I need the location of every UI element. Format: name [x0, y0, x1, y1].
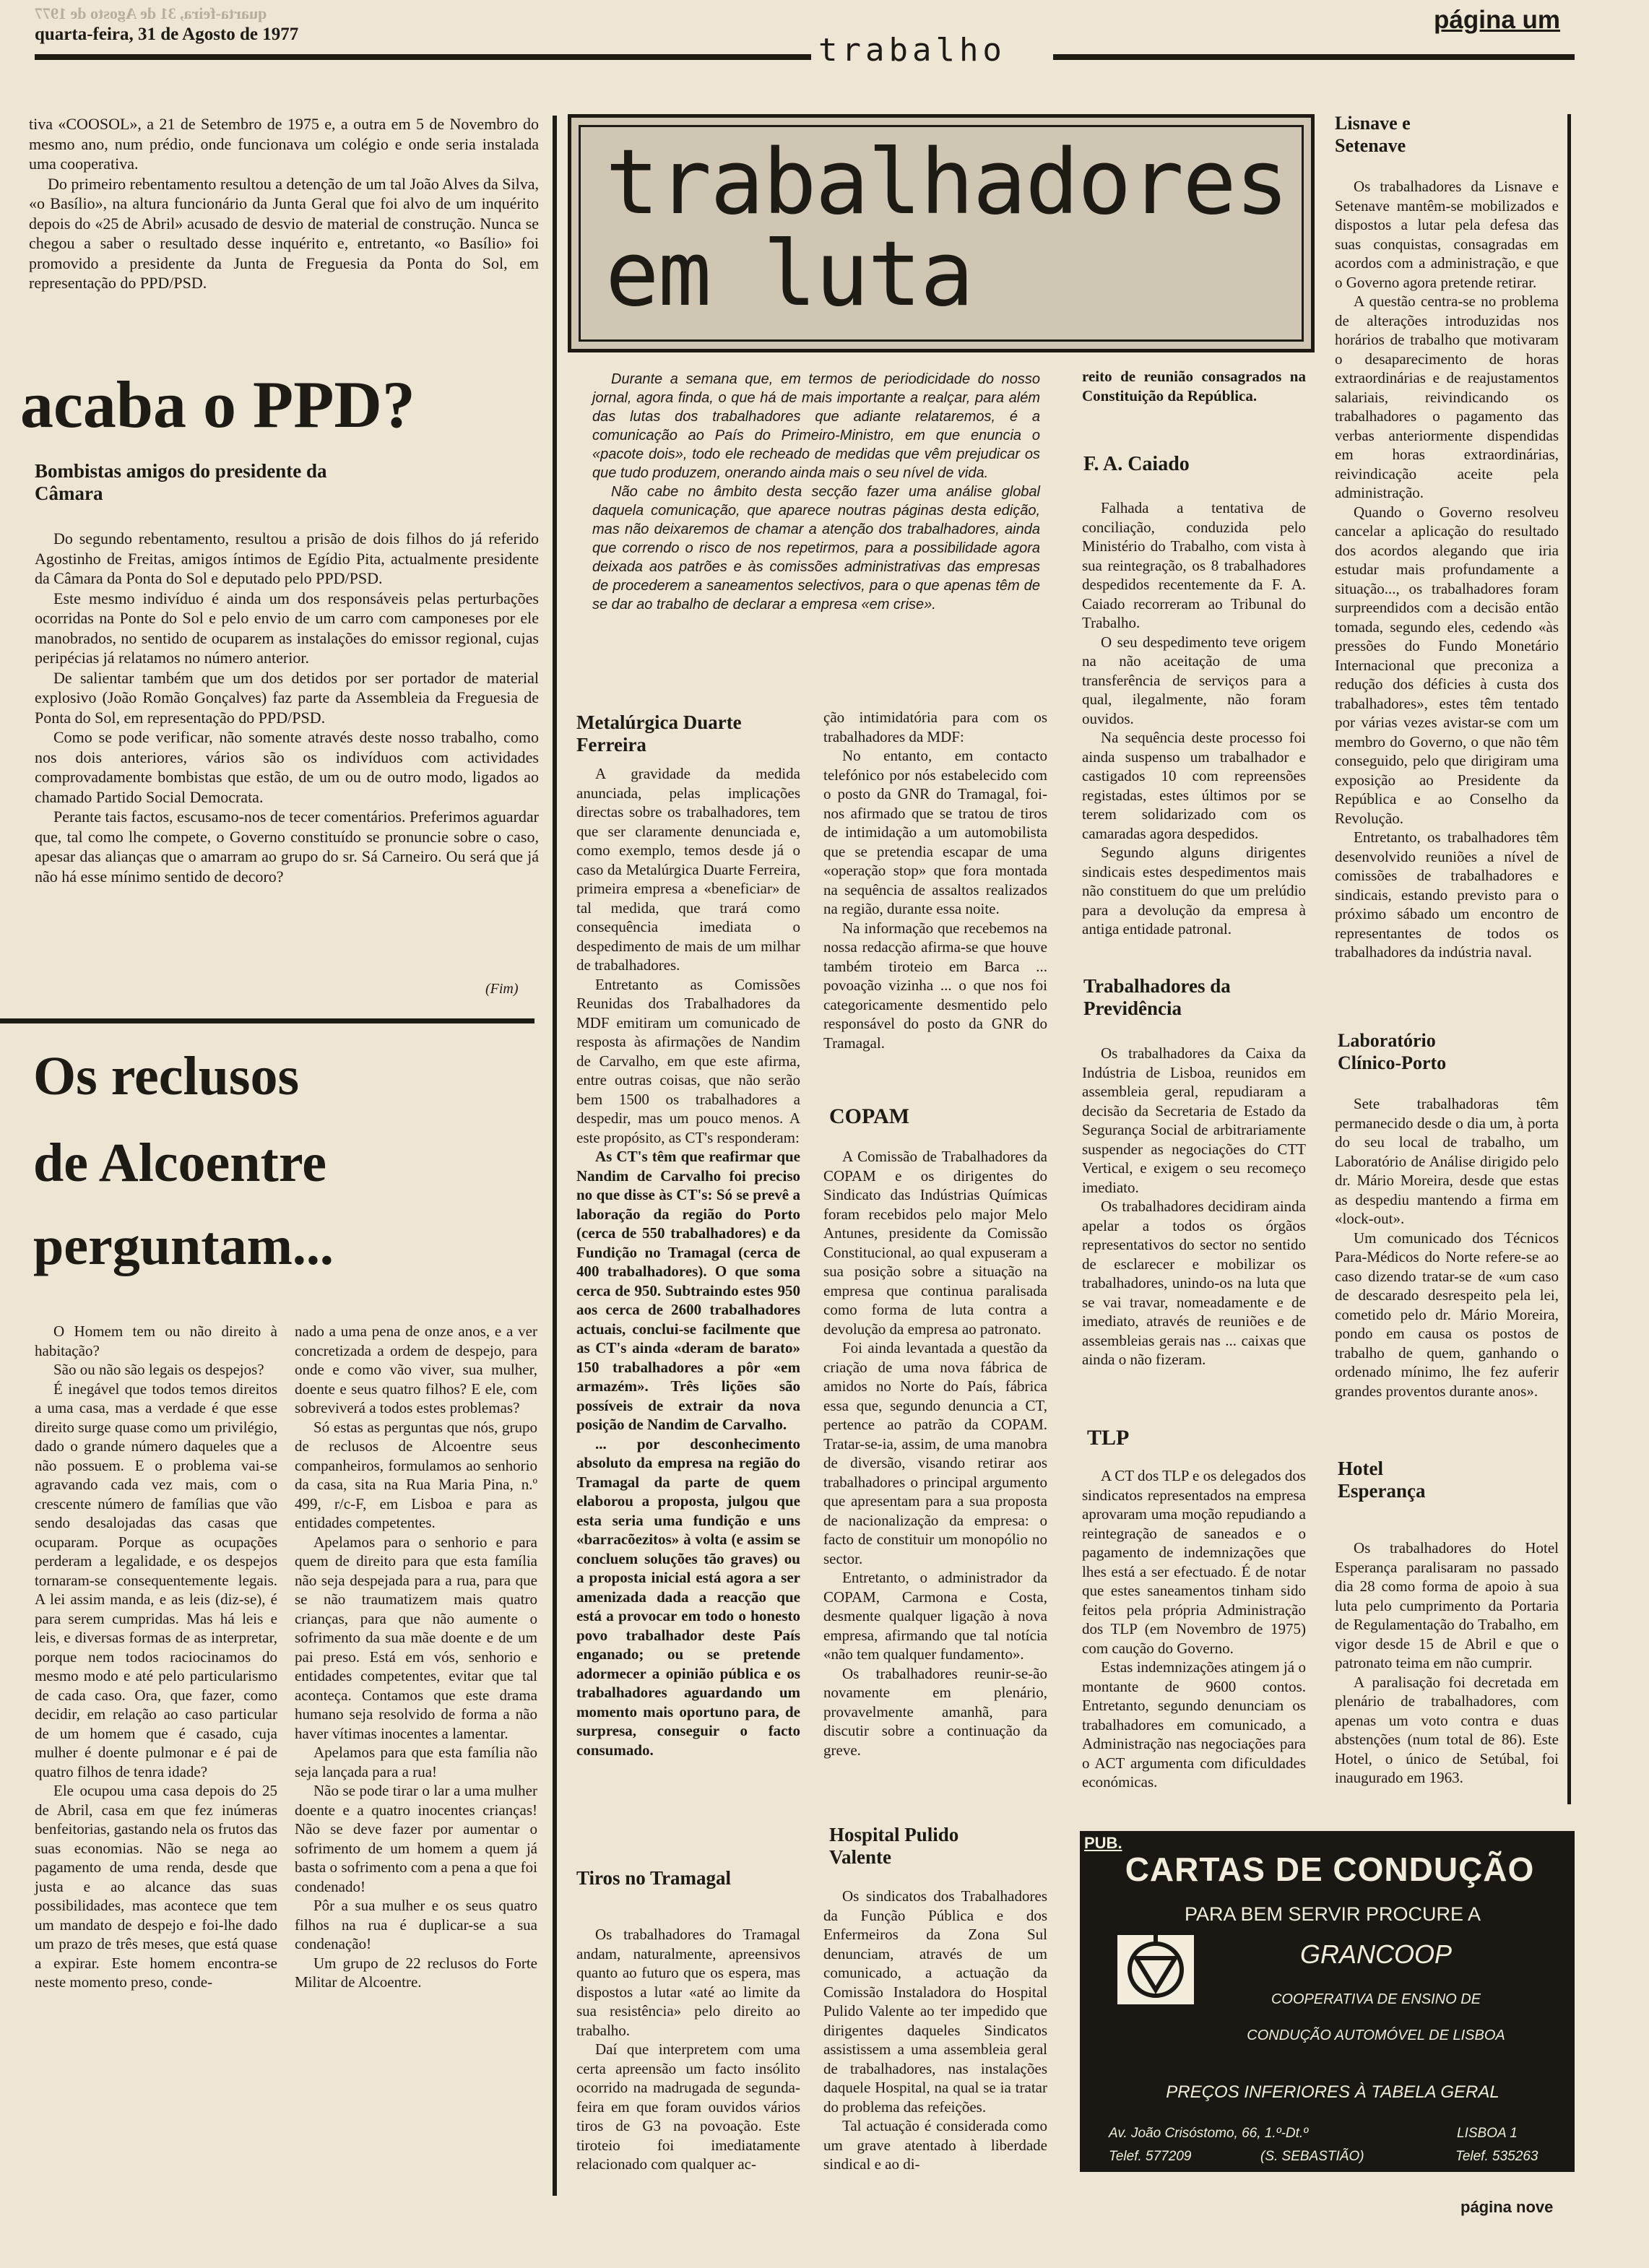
reclusos-col-2 [295, 1322, 537, 1992]
copam-article [823, 1147, 1047, 1760]
intro-para-2: Do primeiro rebentamento resultou a detenção de um tal João Alves da Silva, «o Basílio», na altura funcionário da Junta Geral que foi alvo de um inquérito depois do «25 de Abril» acusado de desvio de material de construção. Nunca se chegou a saber o resultado desse inquérito e, entretanto, «o Basílio» foi promovido a presidente da Junta de Freguesia da Ponta do Sol, em representação do PPD/PSD. [29, 174, 539, 292]
lisnave-para: Entretanto, os trabalhadores têm desenvolvido reuniões a nível de comissões de trabalhadores e sindicais, estando previsto para o próximo sábado um encontro de representantes de todos os trabalhadores da indústria naval. [1335, 828, 1559, 961]
metalurgica-quote: As CT's têm que reafirmar que Nandim de Carvalho foi preciso no que disse às CT's: Só se prevê a laboração da região do Porto (cerca de 550 trabalhadores) e da Fundição no Tramagal (cerca de 400 trabalhadores). O que soma cerca de 950. Subtraindo estes 950 aos cerca de 2600 trabalhadores actuais, conclui-se facilmente que as CT's ainda «deram de barato» 150 trabalhadores a pôr «em armazém». Três lições são possíveis de extrair da nova posição de Nandim de Carvalho. [576, 1148, 800, 1433]
previdencia-para: Os trabalhadores da Caixa da Indústria de Lisboa, reunidos em assembleia geral, repudiaram a decisão da Secretaria de Estado da Segurança Social de arbitrariamente suspender as negociações do CTT Vertical, e exigem o seu recomeço imediato. [1082, 1044, 1306, 1196]
issue-date: quarta-feira, 31 de Agosto de 1977 [35, 25, 299, 44]
intro-para: Durante a semana que, em termos de periodicidade do nosso jornal, agora finda, o que há de mais importante a realçar, para além das lutas dos trabalhadores que adiante relataremos, é a comunicação ao País do Primeiro-Ministro, em que enuncia o «pacote dois», todo ele recheado de medidas que vêm prejudicar os que tudo produzem, onerando ainda mais o seu nível de vida. [592, 371, 1040, 481]
copam-para: A Comissão de Trabalhadores da COPAM e os dirigentes do Sindicato das Indústrias Químicas foram recebidos pelo major Melo Antunes, presidente da Comissão Constitucional, ao qual expuseram a sua posição sobre a situação na empresa que continua paralisada como forma de luta contra a devolução da empresa ao patronato. [823, 1148, 1047, 1338]
caiado-para: Segundo alguns dirigentes sindicais estes despedimentos mais não constituem do que um prelúdio para a devolução da empresa à antiga entidade patronal. [1082, 844, 1306, 938]
hospital-heading: Hospital Pulido Valente [829, 1824, 959, 1868]
col3-continuation [823, 708, 1047, 1052]
masthead-title-1: trabalhadores [605, 131, 1288, 235]
copam-para: Entretanto, o administrador da COPAM, Carmona e Costa, desmente qualquer ligação à nova empresa, afirmando que tal notícia «não tem qualquer fundamento». [823, 1569, 1047, 1663]
main-column-rule [553, 116, 557, 2196]
metalurgica-article [576, 764, 800, 1760]
lisnave-heading: Lisnave e Setenave [1335, 113, 1411, 156]
reclusos-para: O Homem tem ou não direito à habitação? [35, 1323, 277, 1359]
continuation-para: Na informação que recebemos na nossa redacção afirma-se que houve também tiroteio em Barca ... povoação vizinha ... o que nos foi categoricamente desmentido pelo responsável do posto da GNR do Tramagal. [823, 919, 1047, 1052]
tiros-article [576, 1925, 800, 2174]
reclusos-para: Apelamos para o senhorio e para quem de direito para que esta família não seja despejada para a rua, para que se não traumatizem mais quatro crianças, para que não aumente o sofrimento da sua mãe doente e de um pai preso. Está em vós, senhorio e entidades competentes, evitar que tal aconteça. Contamos que este drama humano seja resolvido de forma a não haver vítimas inocentes a lamentar. [295, 1533, 537, 1742]
hotel-para: Os trabalhadores do Hotel Esperança paralisaram no passado dia 28 como forma de apoio à sua luta pelo cumprimento da Portaria de Regulamentação do Trabalho, em vigor desde 15 de Abril e que o patronato teima em não cumprir. [1335, 1539, 1559, 1671]
hotel-para: A paralisação foi decretada em plenário de trabalhadores, com apenas um voto contra e duas abstenções (num total de 86). Este Hotel, o único de Setúbal, foi inaugurado em 1963. [1335, 1673, 1559, 1786]
laboratorio-heading: Laboratório Clínico-Porto [1338, 1030, 1447, 1073]
tlp-para: A CT dos TLP e os delegados dos sindicatos representados na empresa aprovaram uma moção repudiando a reintegração de saneados e o pagamento de indemnizações que lhes está a ser efectuado. É de notar que estes saneamentos tinham sido feitos pela própria Administração dos TLP (em Novembro de 1975) com caução do Governo. [1082, 1467, 1306, 1657]
ppd-headline: acaba o PPD? [20, 368, 415, 441]
continuation-para: reito de reunião consagrados na Constituição da República. [1082, 368, 1306, 404]
reclusos-col-1 [35, 1322, 277, 1992]
left-divider [0, 1018, 534, 1023]
tlp-article [1082, 1466, 1306, 1792]
metalurgica-para: Entretanto as Comissões Reunidas dos Trabalhadores da MDF emitiram um comunicado de resposta às afirmações de Nandim de Carvalho, em que este afirma, entre outras coisas, que não serão bem 1500 os trabalhadores a despedir, mas um pouco menos. A este propósito, as CT's responderam: [576, 975, 800, 1146]
hotel-heading: Hotel Esperança [1338, 1458, 1426, 1502]
tiros-para: Daí que interpretem com uma certa apreensão um facto insólito ocorrido na madrugada de segunda-feira em que foram ouvidos vários tiros de G3 na povoação. Este tiroteio foi imediatamente relacionado com qualquer ac- [576, 2040, 800, 2173]
ad-sub1: COOPERATIVA DE ENSINO DE [1271, 1991, 1481, 2007]
intro-para-1: tiva «COOSOL», a 21 de Setembro de 1975 e, a outra em 5 de Novembro do mesmo ano, num prédio, onde funcionava um colégio e onde seria instalada uma cooperativa. [29, 115, 539, 173]
reclusos-headline-1: Os reclusos [33, 1046, 300, 1107]
caiado-article [1082, 498, 1306, 939]
ppd-para: Do segundo rebentamento, resultou a prisão de dois filhos do já referido Agostinho de Freitas, amigos íntimos de Egídio Pita, actualmente presidente da Câmara da Ponta do Sol e deputado pelo PPD/PSD. [35, 529, 539, 587]
metalurgica-heading: Metalúrgica Duarte Ferreira [576, 711, 742, 756]
ad-title: CARTAS DE CONDUÇÃO [1125, 1851, 1535, 1888]
hospital-para: Tal actuação é considerada como um grave atentado à liberdade sindical e ao di- [823, 2117, 1047, 2173]
ad-metro: (S. SEBASTIÃO) [1260, 2149, 1364, 2164]
hospital-article [823, 1887, 1047, 2174]
tlp-heading: TLP [1087, 1426, 1130, 1450]
ppd-para: Este mesmo indivíduo é ainda um dos responsáveis pelas perturbações ocorridas na Ponte do Sol e pelo envio de um carro com camponeses por ele manobrados, no sentido de ocuparem as instalações do emissor regional, cujas peripécias já relatamos no número anterior. [35, 589, 539, 667]
previdencia-article [1082, 1044, 1306, 1369]
page-label-bottom: página nove [1460, 2198, 1554, 2216]
reclusos-para: Não se pode tirar o lar a uma mulher doente e a quatro inocentes crianças! Não se deve fazer por aumentar o sofrimento de um homem a quem já basta o sofrimento com a pena a que foi condenado! [295, 1782, 537, 1895]
caiado-para: O seu despedimento teve origem na não aceitação de uma transferência de serviços para a qual, ilegalmente, não foram ouvidos. [1082, 633, 1306, 727]
continuation-para: ção intimidatória para com os trabalhadores da MDF: [823, 709, 1047, 745]
copam-para: Os trabalhadores reunir-se-ão novamente em plenário, provavelmente amanhã, para discutir sobre a continuação da greve. [823, 1664, 1047, 1759]
col4-continuation [1082, 367, 1306, 405]
ad-line1: PARA BEM SERVIR PROCURE A [1184, 1903, 1481, 1925]
copam-heading: COPAM [829, 1104, 910, 1128]
lisnave-para: Quando o Governo resolveu cancelar a aplicação do resultado dos acordos alegando que iria estudar mais profundamente a situação..., os trabalhadores foram surpreendidos com a decisão então tomada, segundo eles, cedendo «às pressões do Fundo Monetário Internacional que preconiza a redução dos déficies à custa dos trabalhadores», estes têm tentado por várias vezes avistar-se com um membro do Governo, o que não têm conseguido, pelo que dirigiram uma exposição ao Presidente da República e ao Conselho da Revolução. [1335, 503, 1559, 827]
reclusos-para: nado a uma pena de onze anos, e a ver concretizada a ordem de despejo, para onde e como vão viver, sua mulher, doente e seus quatro filhos? E ele, com sobreviverá a todos estes problemas? [295, 1323, 537, 1416]
page-label-top: página um [1434, 6, 1561, 34]
caiado-heading: F. A. Caiado [1083, 453, 1190, 475]
header-rule-right [1053, 54, 1575, 60]
caiado-para: Na sequência deste processo foi ainda suspenso um trabalhador e castigados 10 com repreensões registadas, estes últimos por se terem solidarizado com os camaradas agora despedidos. [1082, 729, 1306, 842]
reclusos-headline-3: perguntam... [33, 1216, 334, 1276]
reclusos-para: É inegável que todos temos direitos a uma casa, mas a verdade é que esse direito surge quase como um privilégio, dado o grande número daqueles que a não possuem. E o problema vai-se agravando cada vez mais, com o crescente número de famílias que vão sendo desalojadas das casas que ocuparam. Porque as ocupações perderam a legalidade, e os despejos tornaram-se consequentemente legais. A lei assim manda, e as leis (diz-se), é para serem cumpridas. Mas há leis e leis, e diversas formas de as interpretar, porque nem todos raciocinamos do mesmo modo e até pelo particularismo de cada caso. Ora, que fazer, como decidir, em relação ao caso particular de um homem que é casado, cuja mulher é doente pulmonar e é pai de quatro filhos de tenra idade? [35, 1380, 277, 1780]
ad-city: LISBOA 1 [1457, 2126, 1518, 2141]
reclusos-para: Só estas as perguntas que nós, grupo de reclusos de Alcoentre seus companheiros, formulamos ao senhorio da casa, sita na Rua Maria Pina, n.º 499, r/c-F, em Lisboa e para as entidades competentes. [295, 1418, 537, 1531]
ad-brand: GRANCOOP [1299, 1939, 1453, 1969]
grancoop-logo-icon [1116, 1934, 1195, 2006]
section-title: trabalho [818, 32, 1006, 69]
header-rule-left [35, 54, 811, 60]
laboratorio-para: Sete trabalhadoras têm permanecido desde o dia um, à porta do seu local de trabalho, um Laboratório de Análise dirigido pelo dr. Mário Moreira, desde que estas as despediu mantendo a firma em «lock-out». [1335, 1095, 1559, 1227]
reclusos-para: Apelamos para que esta família não seja lançada para a rua! [295, 1744, 537, 1780]
lisnave-article [1335, 177, 1559, 962]
lisnave-para: Os trabalhadores da Lisnave e Setenave mantêm-se mobilizados e dispostos a lutar pela defesa das suas conquistas, consagradas em acordos com a administração, e que o Governo agora pretende retirar. [1335, 178, 1559, 291]
right-frame-rule [1567, 114, 1571, 1804]
reclusos-para: São ou não são legais os despejos? [53, 1361, 264, 1378]
continuation-para: No entanto, em contacto telefónico por nós estabelecido com o posto da GNR do Tramagal, foi-nos afirmado que se tratou de tiros de intimidação a um automobilista que se pretendia escapar de uma «operação stop» que fora montada na sequência de assaltos realizados na região, durante essa noite. [823, 747, 1047, 917]
ppd-para: Como se pode verificar, não somente através deste nosso trabalho, como nos dois anteriores, vários são os indivíduos com actividades comprovadamente bombistas que estão, de um ou de outro modo, ligados ao chamado Partido Social Democrata. [35, 728, 539, 806]
metalurgica-para: A gravidade da medida anunciada, pelas implicações directas sobre os trabalhadores, tem que ser claramente denunciada e, como exemplo, temos desde já o caso da Metalúrgica Duarte Ferreira, primeira empresa a «beneficiar» de tal medida, que trará como consequência imediata o despedimento de mais de um milhar de trabalhadores. [576, 765, 800, 974]
ad-sub2: CONDUÇÃO AUTOMÓVEL DE LISBOA [1247, 2027, 1505, 2043]
ad-pub-tag: PUB. [1084, 1834, 1122, 1852]
ad-tel2: Telef. 535263 [1455, 2149, 1538, 2164]
laboratorio-article [1335, 1094, 1559, 1401]
ad-prices: PREÇOS INFERIORES À TABELA GERAL [1166, 2082, 1499, 2102]
tlp-para: Estas indemnizações atingem já o montante de 9600 contos. Entretanto, segundo denunciam os trabalhadores em comunicado, a Administração nas negociações para o ACT argumenta com dificuldades económicas. [1082, 1658, 1306, 1791]
mirror-date: quarta-feira, 31 de Agosto de 1977 [35, 4, 267, 22]
lisnave-para: A questão centra-se no problema de alterações introduzidas nos horários de trabalho que motivaram o desaparecimento de horas extraordinárias e de reajustamentos salariais, reivindicando os trabalhadores o pagamento das verbas anteriormente dispendidas em horas extraordinárias, reivindicação aceite pela administração. [1335, 293, 1559, 501]
reclusos-para: Um grupo de 22 reclusos do Forte Militar de Alcoentre. [295, 1954, 537, 1991]
ppd-para: De salientar também que um dos detidos por ser portador de material explosivo (João Romão Gonçalves) faz parte da Assembleia da Freguesia de Ponta do Sol, em representação do PPD/PSD. [35, 668, 539, 727]
intro-article [29, 114, 539, 293]
ppd-para: Perante tais factos, escusamo-nos de tecer comentários. Preferimos aguardar que, tal como lhe compete, o Governo constituído se pronuncie sobre o caso, apesar das alianças que o amarram ao grupo do sr. Sá Carneiro. Ou será que já não há esse mínimo sentido de decoro? [35, 808, 539, 886]
reclusos-headline-2: de Alcoentre [33, 1133, 326, 1193]
ppd-article [35, 529, 539, 886]
metalurgica-quote: ... por desconhecimento absoluto da empresa na região do Tramagal da parte de quem elaborou a proposta, julgou que esta seria uma fundição e uns «barracõezitos» à volta (e assim se concluem soluções tão graves) ou a proposta inicial está agora a ser amenizada dada a reacção que está a provocar em todo o honesto povo trabalhador deste País enganado; ou se pretende adormecer a opinião pública e os trabalhadores aguardando um momento mais oportuno para, de surpresa, conseguir o facto consumado. [576, 1434, 800, 1759]
intro-para: Não cabe no âmbito desta secção fazer uma análise global daquela comunicação, que aparece noutras páginas desta edição, mas não deixaremos de chamar a atenção dos trabalhadores, ainda que correndo o risco de nos repetirmos, para a possibilidade agora deixada aos patrões e às comissões administrativas das empresas de procederem a saneamentos selectivos, para o que apenas têm de se dar ao trabalho de declarar a empresa «em crise». [592, 484, 1040, 613]
hospital-para: Os sindicatos dos Trabalhadores da Função Pública e dos Enfermeiros da Zona Sul denunciam, através de um comunicado, a actuação da Comissão Instaladora do Hospital Pulido Valente ao ter impedido que dirigentes daqueles Sindicatos assistissem a uma assembleia geral de trabalhadores, nas instalações daquele Hospital, na qual se ia tratar do problema das refeições. [823, 1887, 1047, 2116]
previdencia-para: Os trabalhadores decidiram ainda apelar a todos os órgãos representativos do sector no sentido de esclarecer e mobilizar os trabalhadores, unindo-os na luta que se vai travar, nomeadamente e de imediato, através de reuniões e de assembleias gerais nas ... caixas que ainda o não fizeram. [1082, 1198, 1306, 1368]
laboratorio-para: Um comunicado dos Técnicos Para-Médicos do Norte refere-se ao caso dizendo tratar-se de «um caso de descarado desrespeito pela lei, cometido pelo dr. Mário Moreira, pondo em causa os postos de trabalho de quem, ganhando o ordenado mínimo, lhe fez auferir grandes proventos durante anos». [1335, 1229, 1559, 1400]
masthead-title-2: em luta [605, 222, 973, 326]
ad-address: Av. João Crisóstomo, 66, 1.º-Dt.º [1109, 2126, 1309, 2141]
masthead-intro [592, 370, 1040, 614]
reclusos-para: Pôr a sua mulher e os seus quatro filhos na rua é duplicar-se a sua condenação! [295, 1897, 537, 1952]
tiros-heading: Tiros no Tramagal [576, 1867, 732, 1889]
tiros-para: Os trabalhadores do Tramagal andam, naturalmente, apreensivos quanto ao futuro que os espera, mas dispostos a lutar «até ao limite da sua resistência» pelo direito ao trabalho. [576, 1926, 800, 2039]
ad-box [1080, 1831, 1575, 2172]
hotel-article [1335, 1538, 1559, 1788]
ppd-subhead: Bombistas amigos do presidente da Câmara [35, 460, 327, 504]
ppd-sign: (Fim) [485, 981, 519, 997]
reclusos-para: Ele ocupou uma casa depois do 25 de Abril, casa em que fez inúmeras benfeitorias, gastando nela os frutos das suas economias. Não se nega ao pagamento de uma renda, desde que justa e ao alcance das suas possibilidades, mas acontece que tem um mandato de despejo e foi-lhe dado um prazo de três meses, que está quase a expirar. Este homem encontra-se neste momento preso, conde- [35, 1782, 277, 1991]
caiado-para: Falhada a tentativa de conciliação, conduzida pelo Ministério do Trabalho, com vista à sua reintegração, os 8 trabalhadores despedidos recentemente da F. A. Caiado recorreram ao Tribunal do Trabalho. [1082, 499, 1306, 631]
copam-para: Foi ainda levantada a questão da criação de uma nova fábrica de amidos no Norte do País, fábrica essa que, segundo denuncia a CT, pertence ao patrão da COPAM. Tratar-se-ia, assim, de uma manobra de diversão, visando retirar aos trabalhadores o principal argumento que apresentam para a sua proposta de nacionalização da empresa: o facto de constituir um monopólio no sector. [823, 1339, 1047, 1567]
ad-tel1: Telef. 577209 [1109, 2149, 1192, 2164]
previdencia-heading: Trabalhadores da Previdência [1083, 975, 1231, 1019]
